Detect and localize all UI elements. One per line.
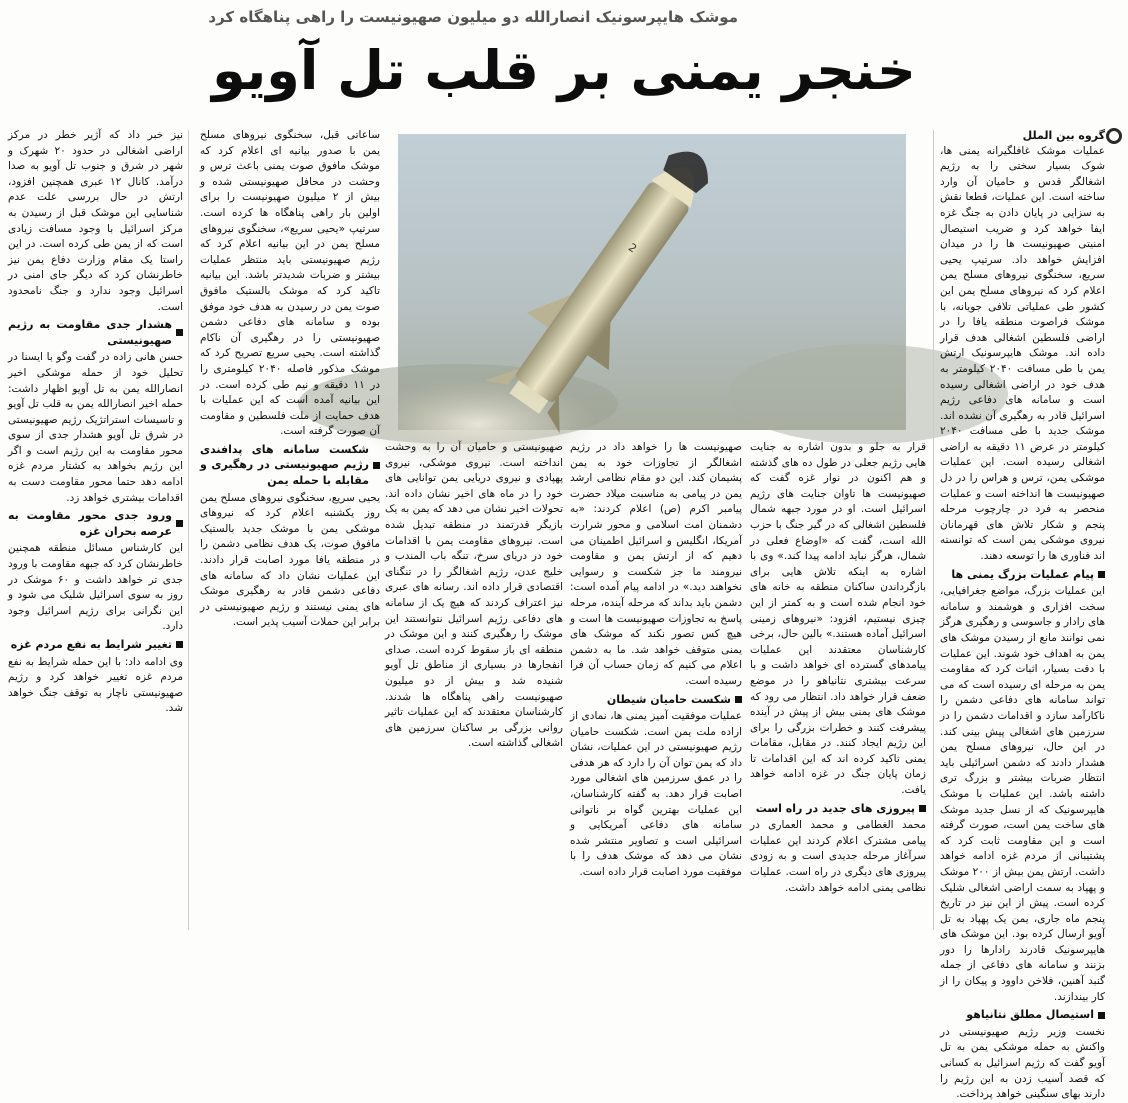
missile-illustration bbox=[398, 134, 906, 430]
column-body bbox=[385, 440, 563, 752]
subheading-text: هشدار جدی مقاومت به رژیم صهیونیستی bbox=[8, 318, 172, 347]
subheading-text: استیصال مطلق نتانیاهو bbox=[966, 1008, 1094, 1022]
paragraph: ساعاتی قبل، سخنگوی نیروهای مسلح یمن با صدور بیانیه ای اعلام کرد که موشک مافوق صوت یمنی باعث ترس و وحشت در محافل صهیونیستی شده و بیش از ۲ میلیون صهیونیست را برای اولین بار راهی پناهگاه ها کرده است. سرتیپ «یحیی سریع»، سخنگوی نیروهای مسلح یمن در این بیانیه اعلام کرد که رژیم صهیونیستی باید منتظر عملیات بیشتر و ضربات شدیدتر باشد. این بیانیه تاکید کرد که موشک بالستیک مافوق صوت یمن در رسیدن به هدف خود موفق بوده و سامانه های دفاعی دشمن صهیونیستی را در رهگیری آن ناکام گذاشته است. یحیی سریع تصریح کرد که موشک مذکور فاصله ۲۰۴۰ کیلومتری را در ۱۱ دقیقه و نیم طی کرده است. در این بیانیه آمده است که این عملیات با هدف حمایت از ملت فلسطین و مقاومت آن صورت گرفته است. bbox=[200, 129, 380, 438]
bullet-square-icon bbox=[1098, 571, 1105, 578]
column-4 bbox=[385, 440, 563, 930]
bullet-square-icon bbox=[919, 805, 926, 812]
column-body bbox=[8, 128, 183, 717]
svg-text:2: 2 bbox=[625, 240, 640, 256]
bullet-square-icon bbox=[735, 696, 742, 703]
headline: خنجر یمنی بر قلب تل آویو bbox=[212, 39, 916, 102]
subheading-text: پیروزی های جدید در راه است bbox=[755, 801, 915, 815]
paragraph: این کارشناس مسائل منطقه همچنین خاطرنشان کرد که جبهه مقاومت با ورود جدی تر خواهد داشت و ۶۰ موشک در روز به سوی اسرائیل شلیک می شود و این نگرانی برای رژیم اسرائیل وجود دارد. bbox=[8, 542, 183, 633]
paragraph: این عملیات بزرگ، مواضع جغرافیایی، سخت افزاری و هوشمند و سامانه های رادار و جاسوسی و رهگیری هرگز نمی توانند مانع از رسیدن موشک های یمن به اهداف خود شوند. این عملیات با دقت بسیار، اثبات کرد که مقاومت یمن به مرحله ای رسیده است که می تواند سامانه های دفاعی دشمن را ناکارآمد سازد و اقدامات دشمن را در سرزمین های اشغالی پیش بینی کند. در این حال، نیروهای مسلح یمن هشدار دادند که دشمن اسرائیلی باید انتظار ضربات بیشتر و بزرگ تری داشته باشد. این عملیات با موشک هایپرسونیک که از نسل جدید موشک های ساخت یمن است، صورت گرفته است و این مقاومت ثابت کرد که پشتیبانی از مردم غزه ادامه خواهد داشت. ارتش یمن بیش از ۲۰۰ موشک و پهپاد به سمت اراضی اشغالی شلیک کرده است. پیش از این نیز در تاریخ پنجم ماه جاری، یمن یک پهپاد به تل آویو ارسال کرده بود. این موشک های هایپرسونیک قادرند رادارها را دور بزنند و سامانه های دفاعی از جمله گنبد آهنین، فلاخن داوود و پیکان را از کار بیندازند. bbox=[940, 585, 1105, 1003]
paragraph: نخست وزیر رژیم صهیونیستی در واکنش به حمله موشکی یمن به تل آویو گفت که رژیم اسرائیل به کسانی که قصد آسیب زدن به این رژیم را دارند بهای سنگینی خواهد پرداخت. bbox=[940, 1025, 1105, 1101]
paragraph: حسن هانی زاده در گفت وگو با ایسنا در تحلیل خود از حمله موشکی اخیر انصارالله یمن به تل آویو اظهار داشت: حمله اخیر انصارالله یمن به قلب تل آویو و تاسیسات استراتژیک رژیم صهیونیستی در شرق تل آویو هشدار جدی از سوی محور مقاومت به این رژیم است و اگر این رژیم بخواهد به کشتار مردم غزه ادامه دهد حتما محور مقاومت دست به اقدامات بیشتری خواهد زد. bbox=[8, 351, 183, 504]
column-body bbox=[570, 440, 742, 881]
subheading bbox=[8, 637, 183, 653]
column-divider bbox=[933, 130, 934, 930]
paragraph: صهیونیستی و حامیان آن را به وحشت انداخته است. نیروی موشکی، نیروی پهپادی و نیروی دریایی یمن توانایی های خود را در ماه های اخیر نشان داده اند. تحولات اخیر نشان می دهد که یمن به یک بازیگر قدرتمند در منطقه تبدیل شده است. نیروهای مقاومت یمن با اقدامات خود در دریای سرخ، تنگه باب المندب و خلیج عدن، رژیم اشغالگر را در تنگنای اقتصادی قرار داده اند. رسانه های عبری نیز اعتراف کردند که هیچ یک از سامانه های دفاعی رژیم اسرائیل نتوانستند این موشک را رهگیری کنند و این موشک در منطقه ای باز سقوط کرده است. صدای انفجارها در بسیاری از مناطق تل آویو شنیده شد و بیش از دو میلیون صهیونیست راهی پناهگاه ها شدند. کارشناسان معتقدند که این عملیات تاثیر روانی بزرگی بر ساکنان سرزمین های اشغالی گذاشته است. bbox=[385, 441, 563, 750]
bullet-square-icon bbox=[1098, 1012, 1105, 1019]
subheading bbox=[8, 317, 183, 348]
paragraph: یحیی سریع، سخنگوی نیروهای مسلح یمن روز یکشنبه اعلام کرد که نیروهای موشکی یمن با موشک جدید بالستیک مافوق صوت، یک هدف نظامی دشمن را در منطقه یافا مورد اصابت قرار دادند. این عملیات نشان داد که سامانه های دفاعی دشمن قادر به رهگیری موشک های یمنی نیستند و رژیم صهیونیستی در برابر این حملات آسیب پذیر است. bbox=[200, 491, 380, 629]
paragraph: صهیونیست ها را خواهد داد در رژیم اشغالگر از تجاوزات خود به یمن پشیمان کند. این دو مقام نظامی ارشد یمن در پیامی به مناسبت میلاد حضرت پیامبر اکرم (ص) اعلام کردند: «به دشمنان امت اسلامی و محور شرارت آمریکا، انگلیس و اسرائیل اطمینان می دهیم که از ارتش یمن و مقاومت نیرومند ما جز شکست و رسوایی نخواهند دید.» در ادامه پیام آمده است: دشمن باید بداند که مرحله آینده، مرحله پاسخ به تجاوزات صهیونیست ها است و هیچ کس تصور نکند که موشک های یمنی متوقف خواهد شد. ما به دشمن اعلام می کنیم که زمان حساب آن فرا رسیده است. bbox=[570, 441, 742, 687]
section-logo-icon bbox=[1106, 128, 1122, 144]
subheading bbox=[940, 1007, 1105, 1023]
subheading-text: ورود جدی محور مقاومت به عرصه بحران غزه bbox=[8, 509, 172, 538]
column-body bbox=[750, 440, 926, 896]
bullet-square-icon bbox=[176, 520, 183, 527]
bullet-square-icon bbox=[176, 641, 183, 648]
subheading-text: تغییر شرایط به نفع مردم غزه bbox=[10, 638, 172, 651]
subheading bbox=[8, 508, 183, 539]
column-3 bbox=[570, 440, 742, 930]
column-6 bbox=[8, 128, 183, 928]
column-5 bbox=[200, 128, 380, 928]
source-label: گروه بین الملل bbox=[1022, 129, 1105, 142]
paragraph: عملیات موفقیت آمیز یمنی ها، نمادی از اراده ملت یمن است. شکست حامیان رژیم صهیونیستی در این عملیات، نشان داد که یمن توان آن را دارد که هر هدفی را در عمق سرزمین های اشغالی مورد اصابت قرار دهد. به گفته کارشناسان، این عملیات بهترین گواه بر ناتوانی سامانه های دفاعی آمریکایی و اسرائیلی است و تصاویر منتشر شده نشان می دهد که موشک هدف را با موفقیت مورد اصابت قرار داده است. bbox=[570, 710, 742, 879]
kicker: موشک هایپرسونیک انصارالله دو میلیون صهیونیست را راهی پناهگاه کرد bbox=[208, 8, 738, 26]
subheading-text: شکست حامیان شیطان bbox=[606, 692, 731, 706]
column-1 bbox=[940, 128, 1105, 1101]
column-divider bbox=[188, 130, 189, 930]
paragraph: عملیات موشک غافلگیرانه یمنی ها، شوک بسیار سختی را به رژیم اشغالگر قدس و حامیان آن وارد ساخته است. این عملیات، قطعا نقش به سزایی در پایان دادن به جنگ غزه ایفا خواهد کرد و ضریب استیصال امنیتی صهیونیست ها را در میدان افزایش خواهد داد. سرتیپ یحیی سریع، سخنگوی نیروهای مسلح یمن اعلام کرد که نیروهای مسلح یمن این کشور طی عملیاتی تلافی جویانه، با موشک فراصوت منطقه یافا را در اراضی فلسطین اشغالی هدف قرار داده اند. موشک هایپرسونیک ارتش یمن با طی مسافت ۲۰۴۰ کیلومتر به هدف خود در اراضی اشغالی رسیده است و سامانه های دفاعی رژیم اسرائیل قادر به رهگیری آن نشده اند. موشک جدید با طی مسافت ۲۰۴۰ کیلومتر در عرض ۱۱ دقیقه به اراضی اشغالی رسیده است. این عملیات موشکی یمن، ترس و هراس را در دل صهیونیست ها انداخته است و عملیات منحصر به فرد در چارچوب مرحله پنجم و شکار تلاش های قهرمانان نیروی موشکی یمن است که توانسته اند فناوری ها را توسعه دهند. bbox=[940, 144, 1105, 563]
bullet-square-icon bbox=[176, 329, 183, 336]
bullet-square-icon bbox=[373, 462, 380, 469]
subheading bbox=[940, 567, 1105, 583]
paragraph: قرار به جلو و بدون اشاره به جنایت هایی رژیم جعلی در طول ده های گذشته و هم اکنون در نوار غزه گفت که صهیونیست ها تاوان جنایت های رژیم اسرائیل است. او در مورد جبهه شمال فلسطین اشغالی که در گیر جنگ با حزب الله است، گفت که «اوضاع فعلی در شمال، هرگز نباید ادامه پیدا کند.» وی با اشاره به اینکه تلاش هایی برای بازگرداندن ساکنان منطقه به خانه های خود انجام شده است و به کمتر از این چیزی نیستیم، افزود: «نیروهای زمینی اسرائیل آماده هستند.» بالین حال، برخی کارشناسان معتقدند این عملیات پیامدهای گسترده ای خواهد داشت و با سرعت بیشتری نتانیاهو را در موضع ضعف قرار خواهد داد. انتظار می رود که موشک های یمنی بیش از پیش در آینده پیشرفت کنند و خطرات بزرگی را برای این رژیم ایجاد کنند. در مقابل، مقامات یمنی تاکید کرده اند که این اقدامات تا زمان پایان جنگ در غزه ادامه خواهد یافت. bbox=[750, 441, 926, 797]
paragraph: وی ادامه داد: با این حمله شرایط به نفع مردم غزه تغییر خواهد کرد و رژیم صهیونیستی ناچار به توقف جنگ خواهد شد. bbox=[8, 655, 183, 715]
paragraph: محمد الغطامی و محمد العماری در پیامی مشترک اعلام کردند این عملیات سرآغاز مرحله جدیدی است و به زودی پیروزی های دیگری در راه است. عملیات نظامی یمنی ادامه خواهد داشت. bbox=[750, 819, 926, 894]
subheading-text: پیام عملیات بزرگ یمنی ها bbox=[951, 567, 1094, 581]
subheading bbox=[200, 442, 380, 489]
column-body bbox=[940, 144, 1105, 1103]
column-body bbox=[200, 128, 380, 631]
paragraph: نیز خبر داد که آژیر خطر در مرکز اراضی اشغالی در حدود ۲۰ شهرک و شهر در شرق و جنوب تل آویو به صدا درآمد. کانال ۱۲ عبری همچنین افزود، ارتش در حال بررسی علت عدم شناسایی این موشک قبل از رسیدن به مرکز اسرائیل با وجود مسافت زیادی است که از یمن طی کرده است. در این راستا یک مقام وزارت دفاع یمن نیز خاطرنشان کرد که دیگر جای امنی در اسرائیل وجود ندارد و جنگ نامحدود است. bbox=[8, 129, 183, 313]
missile-photo bbox=[398, 134, 906, 430]
subheading-text: شکست سامانه های پدافندی رژیم صهیونیستی در رهگیری و مقابله با حمله یمن bbox=[200, 442, 369, 488]
subheading bbox=[750, 801, 926, 817]
subheading bbox=[570, 692, 742, 708]
column-2 bbox=[750, 440, 926, 930]
